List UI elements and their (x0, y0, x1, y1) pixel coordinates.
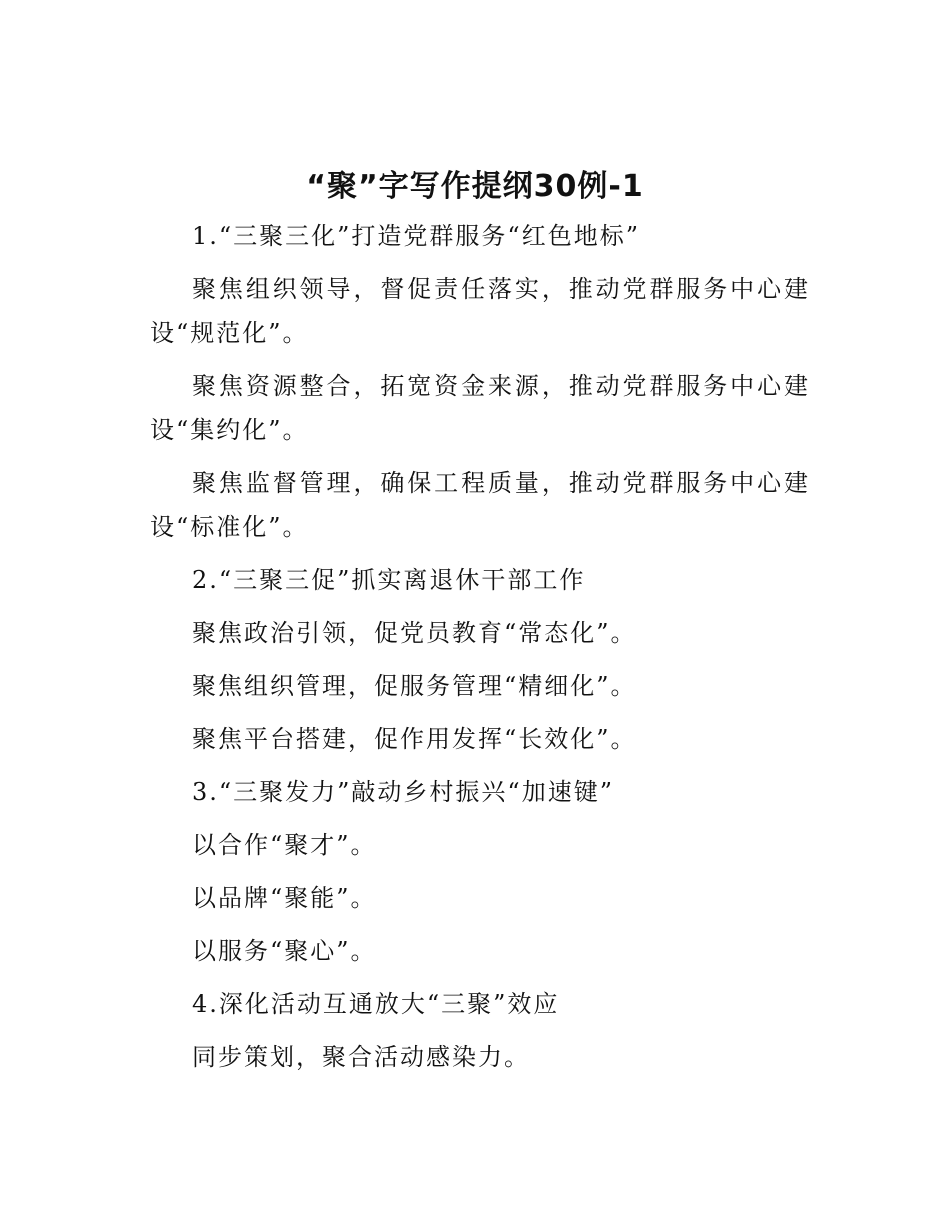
paragraph: 聚焦平台搭建，促作用发挥“长效化”。 (192, 725, 637, 753)
paragraph: 以服务“聚心”。 (192, 937, 377, 965)
paragraph: 聚焦政治引领，促党员教育“常态化”。 (192, 619, 637, 647)
paragraph: 同步策划，聚合活动感染力。 (192, 1043, 530, 1071)
paragraph: 以品牌“聚能”。 (192, 884, 377, 912)
paragraph: 以合作“聚才”。 (192, 831, 377, 859)
section-heading-4: 4.深化活动互通放大“三聚”效应 (192, 990, 560, 1018)
document-body (150, 214, 810, 1088)
section-heading-3: 3.“三聚发力”敲动乡村振兴“加速键” (192, 778, 614, 806)
section-heading-1: 1.“三聚三化”打造党群服务“红色地标” (192, 222, 640, 250)
paragraph: 聚焦组织领导，督促责任落实，推动党群服务中心建设“规范化”。 (150, 275, 810, 347)
document-title: “聚”字写作提纲30例-1 (306, 169, 644, 204)
section-heading-2: 2.“三聚三促”抓实离退休干部工作 (192, 566, 586, 594)
paragraph: 聚焦资源整合，拓宽资金来源，推动党群服务中心建设“集约化”。 (150, 372, 810, 444)
paragraph: 聚焦组织管理，促服务管理“精细化”。 (192, 672, 637, 700)
paragraph: 聚焦监督管理，确保工程质量，推动党群服务中心建设“标准化”。 (150, 469, 810, 541)
